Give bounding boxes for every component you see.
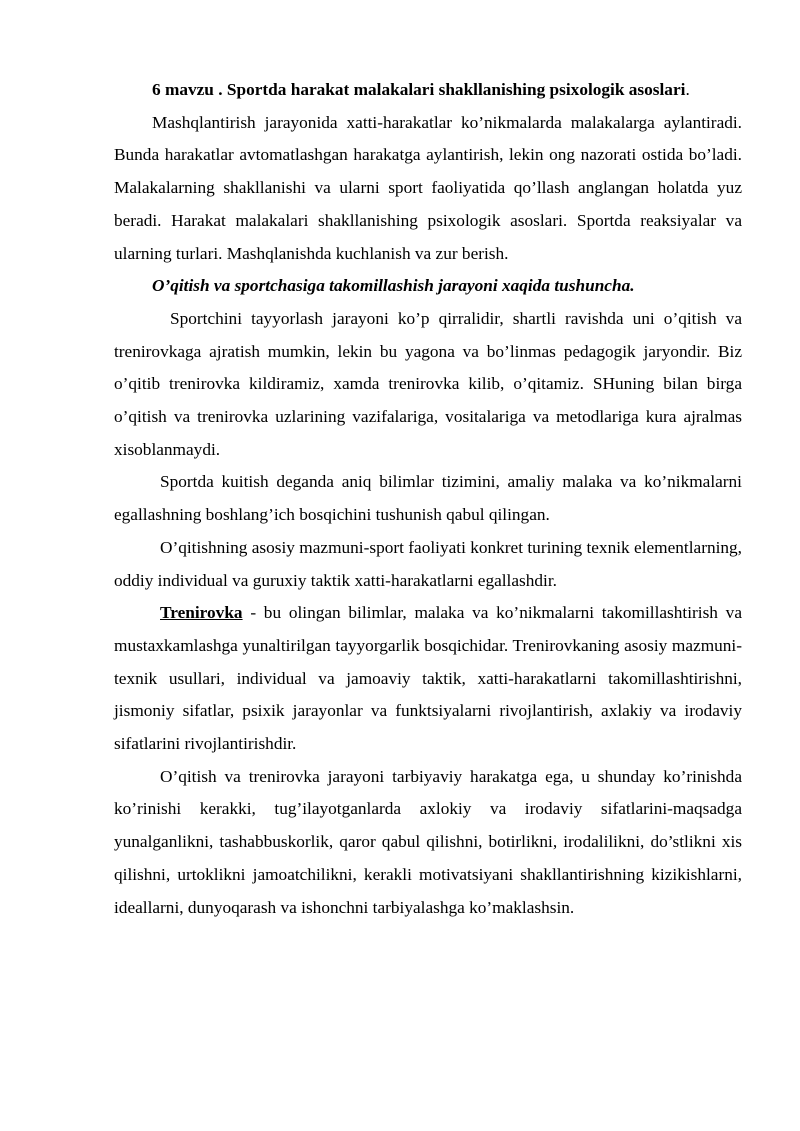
term-trenirovka: Trenirovka: [160, 603, 243, 623]
section-subheading: O’qitish va sportchasiga takomillashish jarayoni xaqida tushuncha.: [152, 276, 635, 296]
intro-paragraph: Mashqlantirish jarayonida xatti-harakatlar ko’nikmalarda malakalarga aylantiradi. Bunda harakatlar avtomatlashgan harakatga aylantirish, lekin ong nazorati ostida bo’ladi. Malakalarning shakllanishi va ularni sport faoliyatida qo’llash anglangan holatda yuz beradi. Harakat malakalari shakllanishing psixologik asoslari. Sportda reaksiyalar va ularning turlari. Mashqlanishda kuchlanish va zur berish.: [114, 112, 742, 263]
body-paragraph-3: O’qitishning asosiy mazmuni-sport faoliyati konkret turining texnik elementlarning, oddiy individual va guruxiy taktik xatti-harakatlarni egallashdir.: [114, 537, 742, 590]
body-paragraph-5: O’qitish va trenirovka jarayoni tarbiyaviy harakatga ega, u shunday ko’rinishda ko’rinishi kerakki, tug’ilayotganlarda axlokiy va irodaviy sifatlarini-maqsadga yunalganlikni, tashabbuskorlik, qaror qabul qilishni, botirlikni, irodalilikni, do’stlikni xis qilishni, urtoklikni jamoatchilikni, kerakli motivatsiyani shakllantirishning kizikishlarni, ideallarni, dunyoqarash va ishonchni tarbiyalashga ko’maklashsin.: [114, 766, 742, 917]
document-page: [114, 74, 742, 924]
title-period: .: [685, 80, 690, 99]
body-paragraph-2: Sportda kuitish deganda aniq bilimlar tizimini, amaliy malaka va ko’nikmalarni egallashning boshlang’ich bosqichini tushunish qabul qilingan.: [114, 472, 742, 525]
title-text: 6 mavzu . Sportda harakat malakalari shakllanishing psixologik asoslari: [152, 80, 686, 99]
body-paragraph-1: Sportchini tayyorlash jarayoni ko’p qirralidir, shartli ravishda uni o’qitish va trenirovkaga ajratish mumkin, lekin bu yagona va bo’linmas pedagogik jaryondir. Biz o’qitib trenirovka kildiramiz, xamda trenirovka kilib, o’qitamiz. SHuning bilan birga o’qitish va trenirovka uzlarining vazifalariga, vositalariga va metodlariga kura ajralmas xisoblanmaydi.: [114, 308, 742, 459]
body-paragraph-4: [114, 597, 742, 761]
term-definition: - bu olingan bilimlar, malaka va ko’nikmalarni takomillashtirish va mustaxkamlashga yunaltirilgan tayyorgarlik bosqichidar. Trenirovkaning asosiy mazmuni- texnik usullari, individual va jamoaviy taktik, xatti-harakatlarni takomillashtirishni, jismoniy sifatlar, psixik jarayonlar va funktsiyalarni rivojlantirish, axlakiy va irodaviy sifatlarini rivojlantirishdir.: [114, 603, 742, 754]
document-title: [114, 74, 742, 107]
